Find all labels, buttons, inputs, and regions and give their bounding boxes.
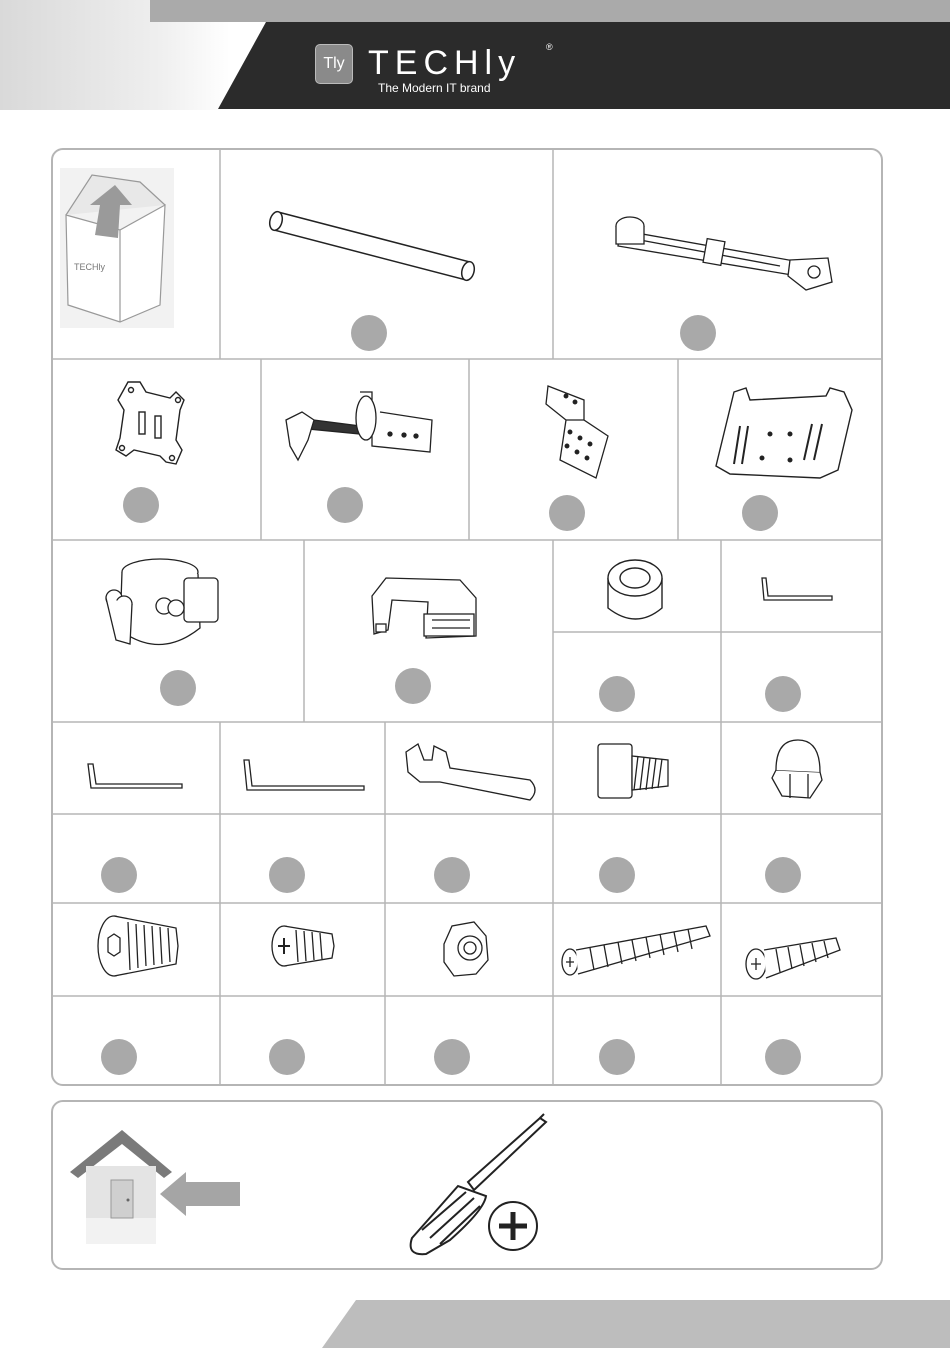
marker [765,1039,801,1075]
marker [599,1039,635,1075]
pole-part [268,210,477,281]
cap-nut-part [772,740,822,798]
marker [680,315,716,351]
brand-logo-icon: Tly [315,44,353,84]
indoor-use-icon [70,1130,240,1244]
spacer-part [608,560,662,619]
brand-tagline: The Modern IT brand [378,81,491,95]
phillips-screwdriver-icon [411,1114,546,1254]
marker [269,1039,305,1075]
long-phillips-screw-part [562,926,710,975]
base-plate-part [716,388,852,478]
marker [160,670,196,706]
svg-text:TECHly: TECHly [74,262,105,272]
marker [269,857,305,893]
marker [434,1039,470,1075]
cable-clip-part [106,559,218,645]
marker [599,857,635,893]
vesa-plate-part [116,382,184,464]
allen-key-part [88,764,182,788]
marker [351,315,387,351]
brand-name: TECHly [368,44,522,82]
small-allen-key-part [762,578,832,600]
wrench-part [406,744,535,800]
footer-bar [322,1300,950,1348]
cable-cover-part [372,578,476,638]
marker [765,857,801,893]
marker [101,1039,137,1075]
nylon-lock-nut-part [444,922,488,976]
marker [765,676,801,712]
long-allen-key-part [244,760,364,790]
phillips-flat-screw-part [272,926,334,966]
marker [101,857,137,893]
marker [327,487,363,523]
arm-part [616,217,832,290]
box-icon [60,168,174,328]
phillips-screw-part [746,938,840,979]
marker [599,676,635,712]
screw-knob-part [598,744,668,798]
marker [123,487,159,523]
desk-clamp-part [286,392,432,460]
hex-socket-screw-part [98,916,178,976]
registered-mark: ® [546,42,553,52]
marker [549,495,585,531]
marker [395,668,431,704]
angle-bracket-part [546,386,608,478]
marker [434,857,470,893]
marker [742,495,778,531]
